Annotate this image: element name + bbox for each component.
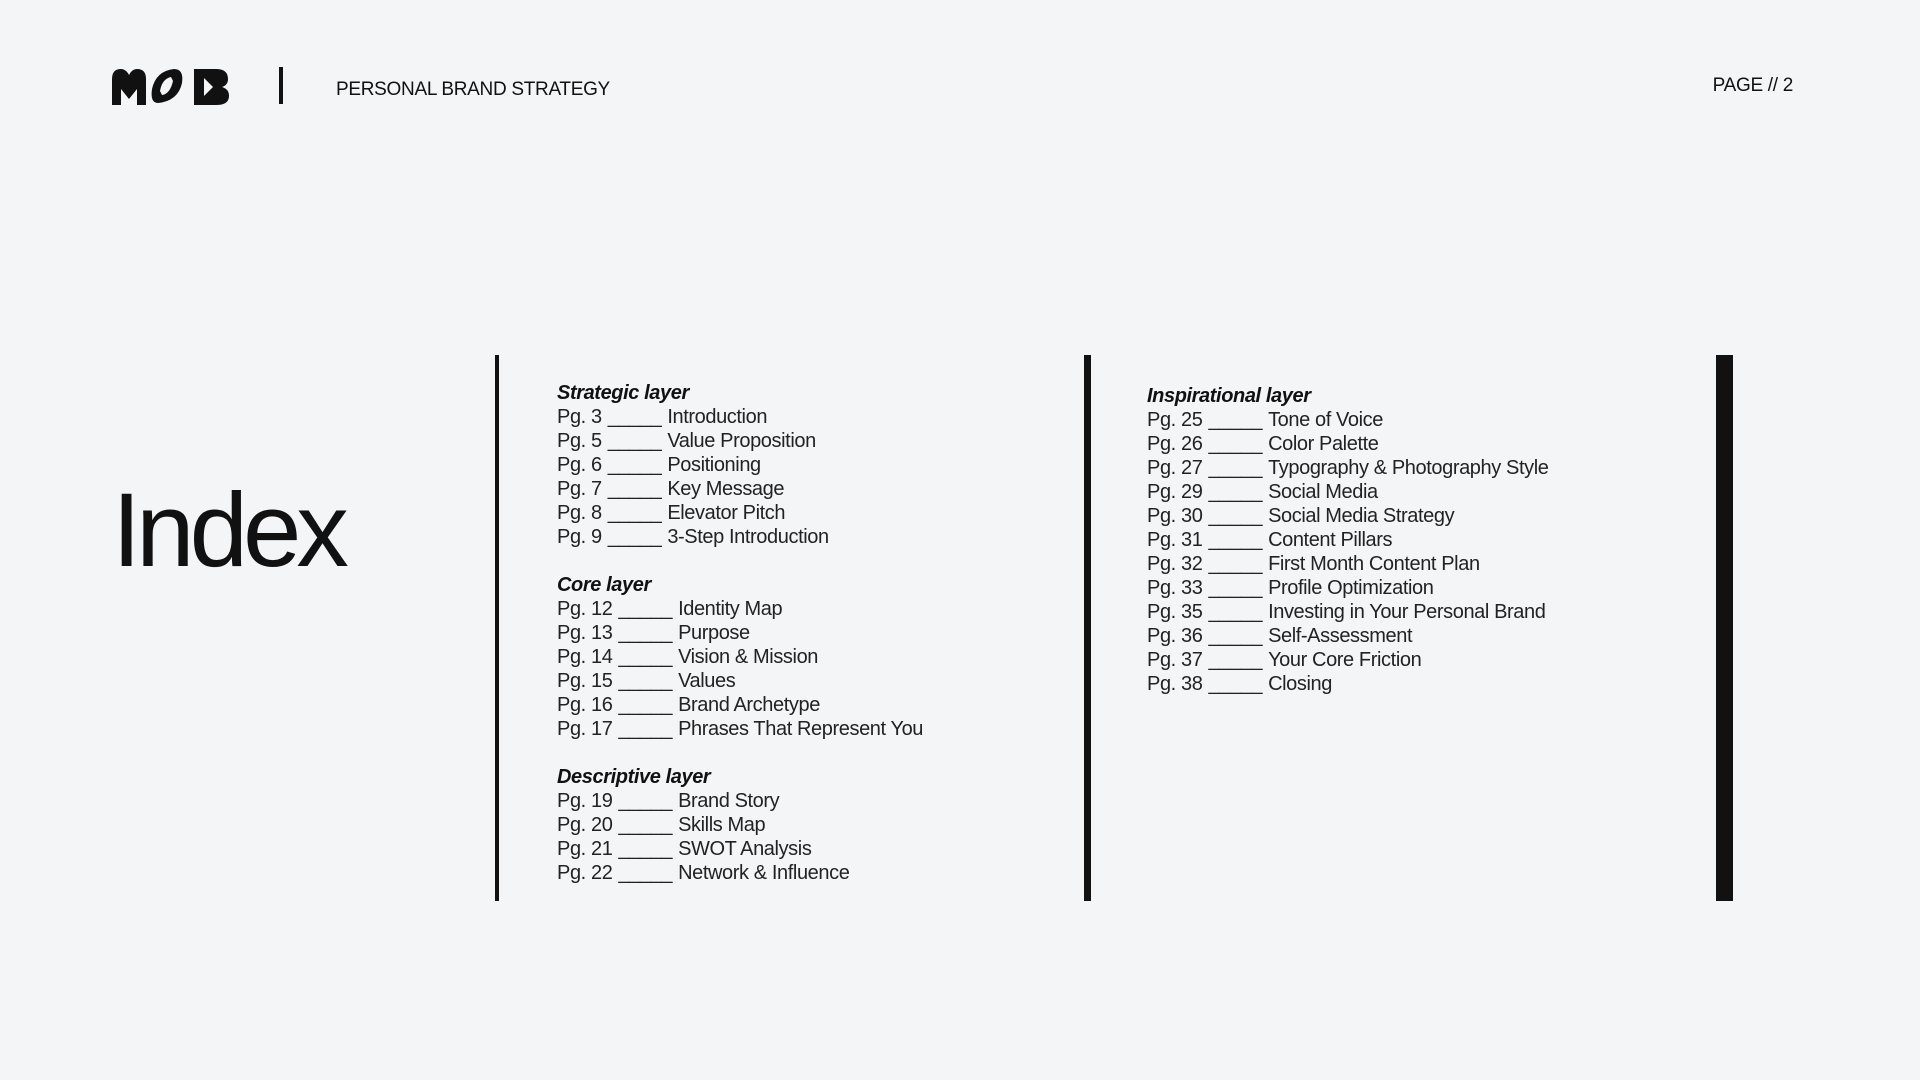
toc-entry-page: Pg. 36 bbox=[1147, 625, 1203, 647]
toc-entry-leader: _____ bbox=[1208, 601, 1263, 623]
toc-entry bbox=[557, 669, 923, 693]
toc-entry-leader: _____ bbox=[1208, 673, 1263, 695]
toc-entry-topic: Elevator Pitch bbox=[667, 502, 786, 524]
toc-entry-topic: Network & Influence bbox=[678, 862, 850, 884]
toc-entry-leader: _____ bbox=[1208, 433, 1263, 455]
toc-entry-topic: Closing bbox=[1268, 673, 1332, 695]
toc-entry-page: Pg. 19 bbox=[557, 790, 613, 812]
toc-entry-leader: _____ bbox=[1208, 649, 1263, 671]
toc-entry-topic: Introduction bbox=[667, 406, 768, 428]
document-title: PERSONAL BRAND STRATEGY bbox=[336, 79, 610, 100]
toc-entry-page: Pg. 30 bbox=[1147, 505, 1203, 527]
logo-letter-o bbox=[152, 69, 183, 103]
toc-entry bbox=[557, 501, 923, 525]
toc-entry-page: Pg. 22 bbox=[557, 862, 613, 884]
toc-entry-page: Pg. 27 bbox=[1147, 457, 1203, 479]
toc-entry-topic: Key Message bbox=[667, 478, 785, 500]
toc-entry-leader: _____ bbox=[607, 406, 662, 428]
toc-entry-leader: _____ bbox=[1208, 553, 1263, 575]
toc-entry-leader: _____ bbox=[607, 526, 662, 548]
column-rule-middle bbox=[1084, 355, 1091, 901]
toc-entry-page: Pg. 26 bbox=[1147, 433, 1203, 455]
toc-entry-page: Pg. 37 bbox=[1147, 649, 1203, 671]
toc-entry bbox=[1147, 528, 1548, 552]
brand-logo bbox=[112, 67, 230, 105]
toc-entry-topic: 3-Step Introduction bbox=[667, 526, 829, 548]
logo-letter-b bbox=[194, 69, 229, 105]
toc-entry-leader: _____ bbox=[1208, 577, 1263, 599]
header-divider bbox=[279, 67, 283, 104]
toc-entry-leader: _____ bbox=[1208, 481, 1263, 503]
toc-entry-topic: Vision & Mission bbox=[678, 646, 819, 668]
toc-entry-page: Pg. 9 bbox=[557, 526, 602, 548]
toc-entry-leader: _____ bbox=[618, 790, 673, 812]
toc-entry-topic: Purpose bbox=[678, 622, 750, 644]
toc-entry-leader: _____ bbox=[1208, 505, 1263, 527]
toc-entry-topic: Skills Map bbox=[678, 814, 766, 836]
toc-entry-leader: _____ bbox=[618, 694, 673, 716]
toc-entry-page: Pg. 31 bbox=[1147, 529, 1203, 551]
toc-entry-leader: _____ bbox=[618, 598, 673, 620]
toc-entry-leader: _____ bbox=[1208, 457, 1263, 479]
toc-entry bbox=[557, 525, 923, 549]
toc-entry-page: Pg. 29 bbox=[1147, 481, 1203, 503]
toc-entry-topic: Social Media Strategy bbox=[1268, 505, 1455, 527]
toc-entry bbox=[1147, 576, 1548, 600]
toc-entry-page: Pg. 25 bbox=[1147, 409, 1203, 431]
toc-entry-topic: SWOT Analysis bbox=[678, 838, 812, 860]
toc-entry-topic: Value Proposition bbox=[667, 430, 816, 452]
toc-entry bbox=[557, 597, 923, 621]
toc-entry-page: Pg. 5 bbox=[557, 430, 602, 452]
toc-entry-page: Pg. 17 bbox=[557, 718, 613, 740]
toc-entry-page: Pg. 35 bbox=[1147, 601, 1203, 623]
column-rule-right bbox=[1716, 355, 1733, 901]
toc-entry-leader: _____ bbox=[1208, 409, 1263, 431]
column-rule-left bbox=[495, 355, 499, 901]
toc-entry-topic: Your Core Friction bbox=[1268, 649, 1422, 671]
toc-section-title: Descriptive layer bbox=[557, 766, 711, 788]
toc-section bbox=[1147, 384, 1548, 696]
page-number: PAGE // 2 bbox=[1712, 75, 1793, 96]
toc-entry bbox=[557, 789, 923, 813]
toc-entry-page: Pg. 8 bbox=[557, 502, 602, 524]
toc-entry-page: Pg. 20 bbox=[557, 814, 613, 836]
page-title: Index bbox=[112, 472, 344, 589]
toc-entry bbox=[557, 477, 923, 501]
toc-entry-leader: _____ bbox=[1208, 625, 1263, 647]
toc-entry-page: Pg. 32 bbox=[1147, 553, 1203, 575]
toc-section-title: Core layer bbox=[557, 574, 651, 596]
toc-entry-leader: _____ bbox=[607, 478, 662, 500]
toc-entry bbox=[557, 837, 923, 861]
toc-entry-leader: _____ bbox=[607, 454, 662, 476]
toc-column-right bbox=[1147, 384, 1548, 720]
toc-entry-leader: _____ bbox=[1208, 529, 1263, 551]
toc-entry-page: Pg. 16 bbox=[557, 694, 613, 716]
toc-entry-leader: _____ bbox=[618, 718, 673, 740]
toc-entry-topic: Color Palette bbox=[1268, 433, 1379, 455]
toc-entry bbox=[1147, 672, 1548, 696]
toc-entry bbox=[557, 813, 923, 837]
toc-entry-topic: Profile Optimization bbox=[1268, 577, 1434, 599]
toc-entry-topic: Brand Archetype bbox=[678, 694, 820, 716]
logo-letter-m bbox=[112, 69, 146, 105]
toc-entry bbox=[1147, 600, 1548, 624]
toc-section bbox=[557, 573, 923, 741]
toc-entry-topic: Values bbox=[678, 670, 736, 692]
toc-entry-leader: _____ bbox=[607, 502, 662, 524]
toc-column-left bbox=[557, 381, 923, 909]
toc-entry bbox=[1147, 480, 1548, 504]
toc-entry-page: Pg. 13 bbox=[557, 622, 613, 644]
toc-entry bbox=[1147, 432, 1548, 456]
toc-entry-page: Pg. 33 bbox=[1147, 577, 1203, 599]
toc-entry-leader: _____ bbox=[618, 670, 673, 692]
toc-entry-topic: Typography & Photography Style bbox=[1268, 457, 1549, 479]
toc-entry-leader: _____ bbox=[618, 646, 673, 668]
toc-entry bbox=[1147, 408, 1548, 432]
toc-entry bbox=[557, 645, 923, 669]
toc-entry-topic: Positioning bbox=[667, 454, 761, 476]
toc-entry-leader: _____ bbox=[618, 862, 673, 884]
toc-entry bbox=[1147, 456, 1548, 480]
toc-entry bbox=[557, 717, 923, 741]
toc-entry bbox=[1147, 624, 1548, 648]
toc-entry bbox=[557, 621, 923, 645]
toc-entry-topic: Identity Map bbox=[678, 598, 783, 620]
toc-entry bbox=[1147, 552, 1548, 576]
toc-entry bbox=[557, 405, 923, 429]
toc-section-title: Strategic layer bbox=[557, 382, 689, 404]
toc-entry-page: Pg. 21 bbox=[557, 838, 613, 860]
toc-entry-topic: Social Media bbox=[1268, 481, 1378, 503]
toc-section bbox=[557, 381, 923, 549]
toc-entry bbox=[557, 861, 923, 885]
toc-entry-leader: _____ bbox=[607, 430, 662, 452]
toc-entry-page: Pg. 12 bbox=[557, 598, 613, 620]
toc-entry-topic: First Month Content Plan bbox=[1268, 553, 1480, 575]
toc-entry bbox=[1147, 648, 1548, 672]
toc-entry-topic: Self-Assessment bbox=[1268, 625, 1413, 647]
toc-entry-page: Pg. 6 bbox=[557, 454, 602, 476]
toc-entry-leader: _____ bbox=[618, 622, 673, 644]
toc-entry bbox=[1147, 504, 1548, 528]
toc-entry-page: Pg. 7 bbox=[557, 478, 602, 500]
toc-section-title: Inspirational layer bbox=[1147, 385, 1311, 407]
toc-entry bbox=[557, 429, 923, 453]
toc-entry-topic: Investing in Your Personal Brand bbox=[1268, 601, 1546, 623]
toc-entry-page: Pg. 38 bbox=[1147, 673, 1203, 695]
toc-entry-topic: Brand Story bbox=[678, 790, 780, 812]
toc-entry-page: Pg. 14 bbox=[557, 646, 613, 668]
toc-entry-leader: _____ bbox=[618, 838, 673, 860]
toc-entry-topic: Tone of Voice bbox=[1268, 409, 1383, 431]
toc-entry-page: Pg. 3 bbox=[557, 406, 602, 428]
toc-entry-page: Pg. 15 bbox=[557, 670, 613, 692]
toc-section bbox=[557, 765, 923, 885]
toc-entry-topic: Phrases That Represent You bbox=[678, 718, 924, 740]
toc-entry-leader: _____ bbox=[618, 814, 673, 836]
toc-entry bbox=[557, 693, 923, 717]
toc-entry bbox=[557, 453, 923, 477]
toc-entry-topic: Content Pillars bbox=[1268, 529, 1393, 551]
